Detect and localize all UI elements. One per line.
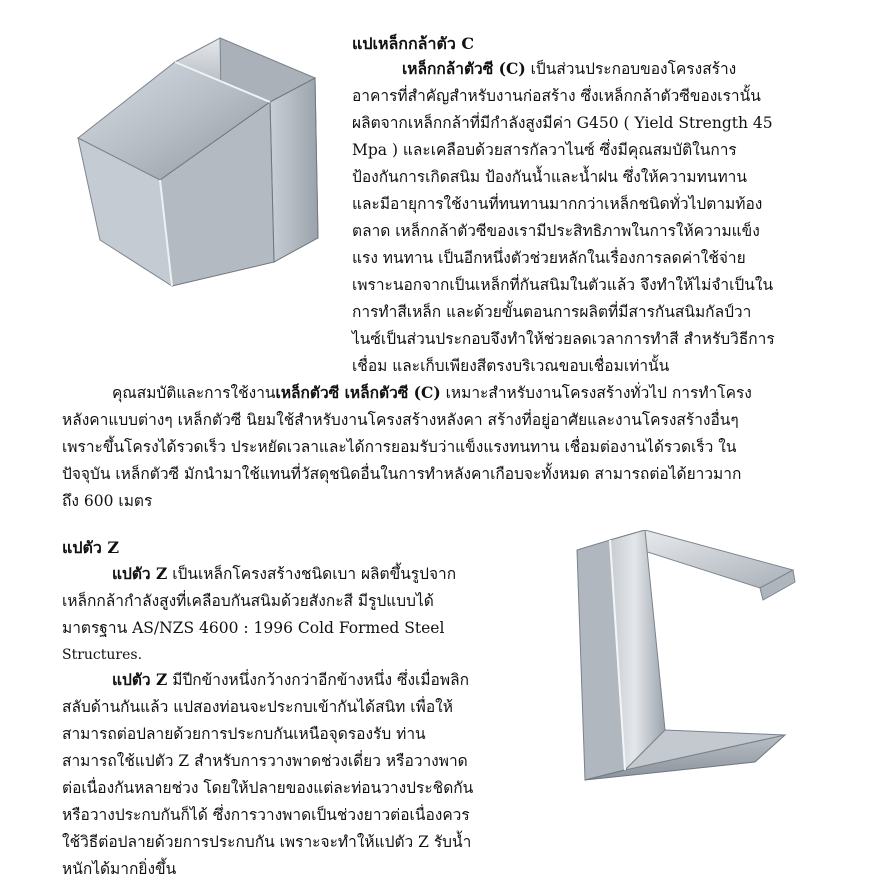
section-c-properties-paragraph	[62, 379, 752, 515]
paragraph-line: อาคารที่สำคัญสำหรับงานก่อสร้าง ซึ่งเหล็กกล้าตัวซีของเรานั้น	[352, 87, 761, 105]
section-z-heading: แปตัว Z	[62, 538, 120, 557]
paragraph-line: สามารถต่อปลายด้วยการประกบกันเหนือจุดรองรับ ท่าน	[62, 725, 426, 743]
paragraph-line: เพราะขึ้นโครงได้รวดเร็ว ประหยัดเวลาและได้การยอมรับว่าแข็งแรงทนทาน เชื่อมต่องานได้รวดเร็ว ใน	[62, 438, 737, 456]
steel-c-term: เหล็กกล้าตัวซี (C)	[402, 59, 526, 78]
paragraph-line: หลังคาแบบต่างๆ เหล็กตัวซี นิยมใช้สำหรับงานโครงสร้างหลังคา สร้างที่อยู่อาศัยและงานโครงสร้างอื่นๆ	[62, 411, 739, 429]
paragraph-line: หรือวางประกบกันก็ได้ ซึ่งการวางพาดเป็นช่วงยาวต่อเนื่องควร	[62, 806, 470, 824]
section-z-paragraph-1	[62, 560, 456, 669]
paragraph-line: ถึง 600 เมตร	[62, 492, 153, 510]
paragraph-line: เชื่อม และเก็บเพียงสีตรงบริเวณขอบเชื่อมเท่านั้น	[352, 357, 670, 375]
paragraph-line: ตลาด เหล็กกล้าตัวซีของเรามีประสิทธิภาพในการให้ความแข็ง	[352, 222, 760, 240]
paragraph-line: Mpa ) และเคลือบด้วยสารกัลวาไนซ์ ซึ่งมีคุณสมบัติในการ	[352, 141, 737, 159]
paragraph-line: ใช้วิธีต่อปลายด้วยการประกบกัน เพราะจะทำให้แปตัว Z รับน้ำ	[62, 833, 472, 851]
section-z-paragraph-2	[62, 666, 473, 883]
paragraph-line: แปตัว Z เป็นเหล็กโครงสร้างชนิดเบา ผลิตขึ้นรูปจาก	[112, 564, 457, 583]
paragraph-line: การทำสีเหล็ก และด้วยขั้นตอนการผลิตที่มีสารกันสนิมกัลป์วา	[352, 303, 752, 321]
paragraph-line: สามารถใช้แปตัว Z สำหรับการวางพาดช่วงเดี่ยว หรือวางพาด	[62, 752, 468, 770]
paragraph-line: ผลิตจากเหล็กกล้าที่มีกำลังสูงมีค่า G450 ( Yield Strength 45	[352, 114, 773, 132]
paragraph-line: มาตรฐาน AS/NZS 4600 : 1996 Cold Formed Steel	[62, 619, 445, 637]
paragraph-line: หนักได้มากยิ่งขึ้น	[62, 860, 177, 878]
paragraph-line: ป้องกันการเกิดสนิม ป้องกันน้ำและน้ำฝน ซึ่งให้ความทนทาน	[352, 168, 747, 186]
paragraph-line: และมีอายุการใช้งานที่ทนทานมากกว่าเหล็กชนิดทั่วไปตามท้อง	[352, 195, 763, 213]
purlin-z-term: แปตัว Z	[112, 670, 168, 689]
c-channel-photo	[60, 30, 338, 292]
paragraph-line: แปตัว Z มีปีกข้างหนึ่งกว้างกว่าอีกข้างหนึ่ง ซึ่งเมื่อพลิก	[112, 670, 469, 689]
paragraph-line: ไนซ์เป็นส่วนประกอบจึงทำให้ช่วยลดเวลาการทำสี สำหรับวิธีการ	[352, 330, 775, 348]
section-c-paragraph	[352, 55, 775, 380]
paragraph-line: แรง ทนทาน เป็นอีกหนึ่งตัวช่วยหลักในเรื่องการลดค่าใช้จ่าย	[352, 249, 746, 267]
paragraph-line: เหล็กกล้ากำลังสูงที่เคลือบกันสนิมด้วยสังกะสี มีรูปแบบได้	[62, 592, 434, 610]
z-purlin-photo	[555, 530, 800, 800]
paragraph-line: เหล็กกล้าตัวซี (C) เป็นส่วนประกอบของโครงสร้าง	[402, 59, 737, 78]
steel-c-term: เหล็กตัวซี เหล็กตัวซี (C)	[275, 383, 441, 402]
paragraph-line: คุณสมบัติและการใช้งานเหล็กตัวซี เหล็กตัวซี (C) เหมาะสำหรับงานโครงสร้างทั่วไป การทำโครง	[112, 383, 752, 402]
paragraph-line: สลับด้านกันแล้ว แปสองท่อนจะประกบเข้ากันได้สนิท เพื่อให้	[62, 698, 453, 716]
section-c-heading: แปเหล็กกล้าตัว C	[352, 34, 475, 53]
paragraph-line: Structures.	[62, 647, 143, 663]
paragraph-line: เพราะนอกจากเป็นเหล็กที่กันสนิมในตัวแล้ว จึงทำให้ไม่จำเป็นใน	[352, 276, 774, 294]
paragraph-line: ต่อเนื่องกันหลายช่วง โดยให้ปลายของแต่ละท่อนวางประชิดกัน	[62, 779, 474, 797]
purlin-z-term: แปตัว Z	[112, 564, 168, 583]
paragraph-line: ปัจจุบัน เหล็กตัวซี มักนำมาใช้แทนที่วัสดุชนิดอื่นในการทำหลังคาเกือบจะทั้งหมด สามารถต่อได้ยาวมาก	[62, 465, 742, 483]
